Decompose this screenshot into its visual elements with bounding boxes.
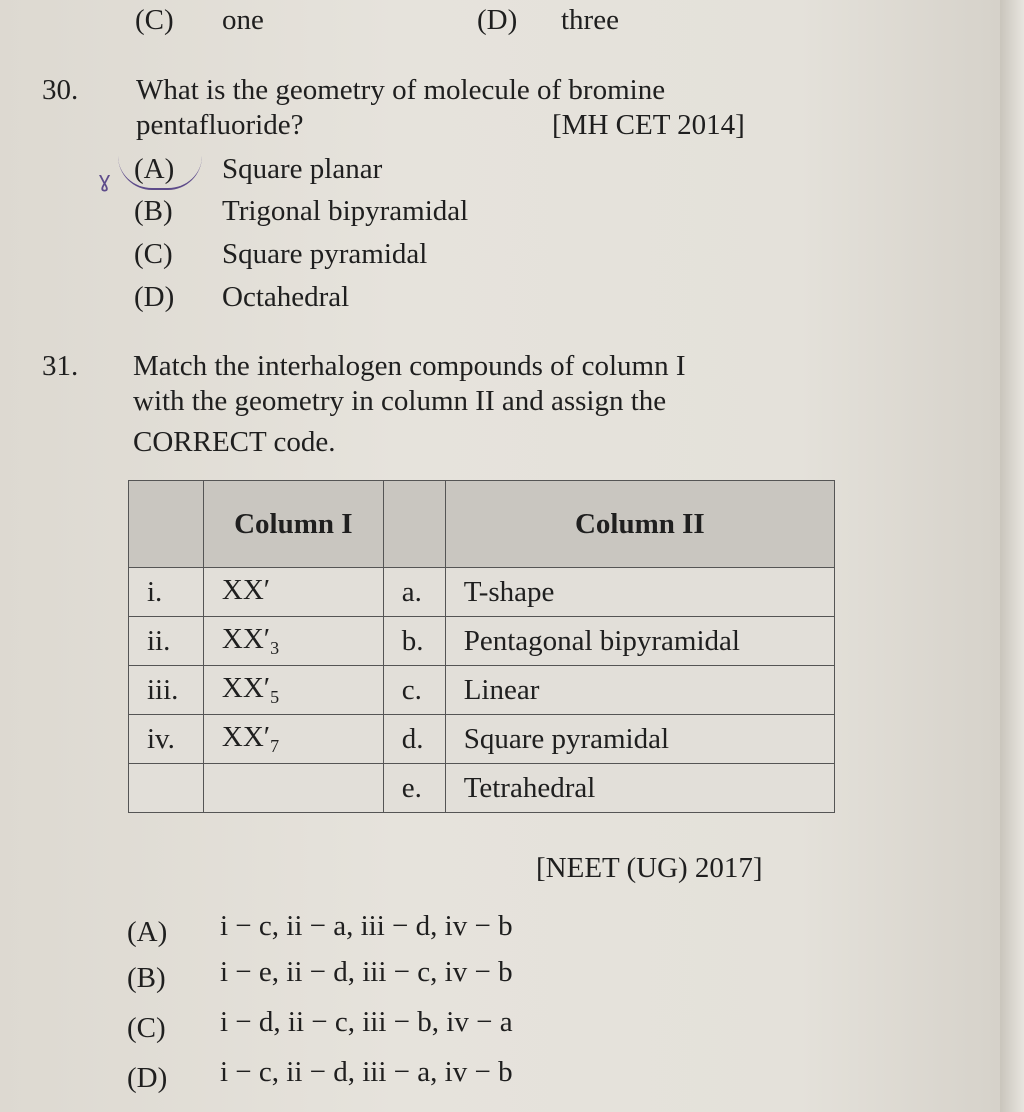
- q30-option-a-letter: (A): [134, 153, 175, 185]
- q31-option-c-letter: (C): [127, 1012, 166, 1044]
- geometry-key: b.: [383, 617, 445, 666]
- prev-option-c-letter: (C): [135, 4, 174, 36]
- compound-cell: [203, 715, 383, 764]
- q30-option-b-text: Trigonal bipyramidal: [222, 195, 469, 227]
- q30-option-c-text: Square pyramidal: [222, 238, 428, 270]
- row-index: i.: [129, 568, 204, 617]
- header-column-i: [203, 481, 383, 568]
- compound-cell: [203, 764, 383, 813]
- q30-option-d-letter: (D): [134, 281, 175, 313]
- compound: XX′: [221, 574, 271, 606]
- header-column-ii: [445, 481, 834, 568]
- table-row: [129, 666, 835, 715]
- header-column-i-label: Column I: [234, 507, 353, 540]
- q30-option-d-text: Octahedral: [222, 281, 350, 313]
- q31-line2: with the geometry in column II and assign the: [133, 385, 667, 417]
- header-column-ii-label: Column II: [574, 507, 705, 540]
- compound: XX′: [221, 672, 271, 704]
- row-index: iv.: [129, 715, 204, 764]
- q31-source: [NEET (UG) 2017]: [536, 852, 763, 884]
- q30-option-a-text: Square planar: [222, 153, 383, 185]
- q31-option-b-letter: (B): [127, 962, 166, 994]
- header-blank-1: [129, 481, 204, 568]
- q30-number: 30.: [42, 74, 79, 106]
- row-index: [129, 764, 204, 813]
- q31-option-c-text: i − d, ii − c, iii − b, iv − a: [220, 1006, 513, 1038]
- table-header-row: [129, 481, 835, 568]
- q30-option-c-letter: (C): [134, 238, 173, 270]
- geometry: Square pyramidal: [445, 715, 834, 764]
- table-row: [129, 617, 835, 666]
- q31-line1: Match the interhalogen compounds of column I: [133, 350, 686, 382]
- compound: XX′: [221, 721, 271, 753]
- prev-option-d-text: three: [561, 4, 619, 36]
- table-row: [129, 568, 835, 617]
- geometry-key: c.: [383, 666, 445, 715]
- geometry: T-shape: [445, 568, 834, 617]
- pen-tick-mark: ɣ: [98, 168, 112, 193]
- q31-option-d-letter: (D): [127, 1062, 168, 1094]
- q31-option-a-letter: (A): [127, 916, 168, 948]
- q31-number: 31.: [42, 350, 79, 382]
- compound: XX′: [221, 623, 271, 655]
- q30-option-b-letter: (B): [134, 195, 173, 227]
- table-row: [129, 715, 835, 764]
- compound-subscript: 5: [270, 687, 280, 707]
- compound-subscript: 3: [270, 638, 280, 658]
- row-index: ii.: [129, 617, 204, 666]
- q30-line1: What is the geometry of molecule of bromine: [136, 74, 666, 106]
- q31-line3: CORRECT code.: [133, 426, 336, 458]
- q31-option-b-text: i − e, ii − d, iii − c, iv − b: [220, 956, 513, 988]
- q31-option-a-text: i − c, ii − a, iii − d, iv − b: [220, 910, 513, 942]
- prev-option-c-text: one: [222, 4, 264, 36]
- geometry: Pentagonal bipyramidal: [445, 617, 834, 666]
- compound-cell: [203, 568, 383, 617]
- geometry-key: e.: [383, 764, 445, 813]
- q30-line2: pentafluoride?: [136, 109, 304, 141]
- table-row: [129, 764, 835, 813]
- match-table: [128, 480, 835, 813]
- geometry: Tetrahedral: [445, 764, 834, 813]
- compound-cell: [203, 617, 383, 666]
- compound-subscript: 7: [270, 736, 280, 756]
- geometry: Linear: [445, 666, 834, 715]
- prev-option-d-letter: (D): [477, 4, 518, 36]
- page-edge: [1000, 0, 1024, 1112]
- geometry-key: a.: [383, 568, 445, 617]
- compound-cell: [203, 666, 383, 715]
- geometry-key: d.: [383, 715, 445, 764]
- header-blank-2: [383, 481, 445, 568]
- q30-source: [MH CET 2014]: [552, 109, 745, 141]
- q31-option-d-text: i − c, ii − d, iii − a, iv − b: [220, 1056, 513, 1088]
- row-index: iii.: [129, 666, 204, 715]
